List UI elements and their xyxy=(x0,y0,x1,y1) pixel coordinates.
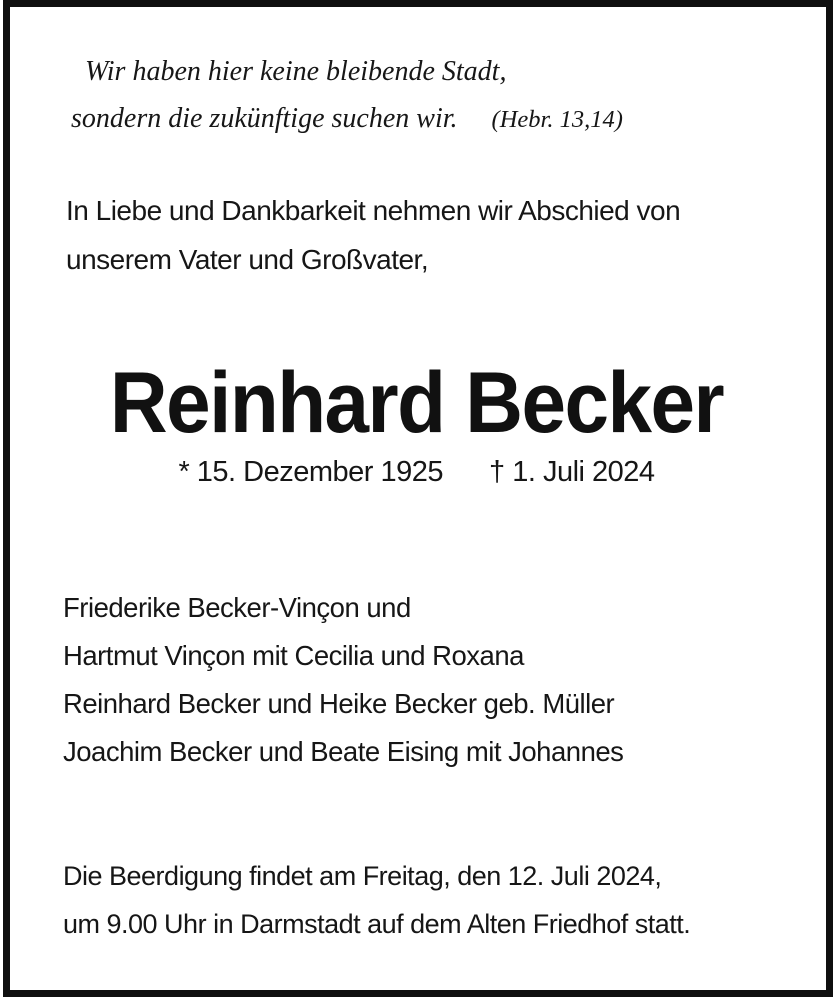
life-dates xyxy=(0,456,833,489)
deceased-name: Reinhard Becker xyxy=(109,354,724,451)
scripture-quote-line-2: sondern die zukünftige suchen wir. xyxy=(71,103,458,134)
scripture-quote-line-1: Wir haben hier keine bleibende Stadt, xyxy=(85,56,507,87)
scripture-quote xyxy=(71,48,623,143)
mourner-line: Friederike Becker-Vinçon und xyxy=(63,592,411,623)
farewell-intro xyxy=(66,186,680,284)
birth-date: * 15. Dezember 1925 xyxy=(178,456,444,488)
mourner-line: Hartmut Vinçon mit Cecilia und Roxana xyxy=(63,640,524,671)
death-date: † 1. Juli 2024 xyxy=(489,456,655,488)
mourners-list xyxy=(63,584,623,776)
farewell-intro-line-1: In Liebe und Dankbarkeit nehmen wir Abschied von xyxy=(66,195,681,226)
notice-border-frame xyxy=(3,0,833,997)
mourner-line: Joachim Becker und Beate Eising mit Johannes xyxy=(63,736,624,767)
funeral-details xyxy=(63,852,747,948)
scripture-reference: (Hebr. 13,14) xyxy=(491,106,623,133)
mourner-line: Reinhard Becker und Heike Becker geb. Müller xyxy=(63,688,615,719)
farewell-intro-line-2: unserem Vater und Großvater, xyxy=(66,244,429,275)
funeral-details-line-2: um 9.00 Uhr in Darmstadt auf dem Alten Friedhof statt. xyxy=(63,909,691,939)
funeral-details-line-1: Die Beerdigung findet am Freitag, den 12. Juli 2024, xyxy=(63,861,662,891)
